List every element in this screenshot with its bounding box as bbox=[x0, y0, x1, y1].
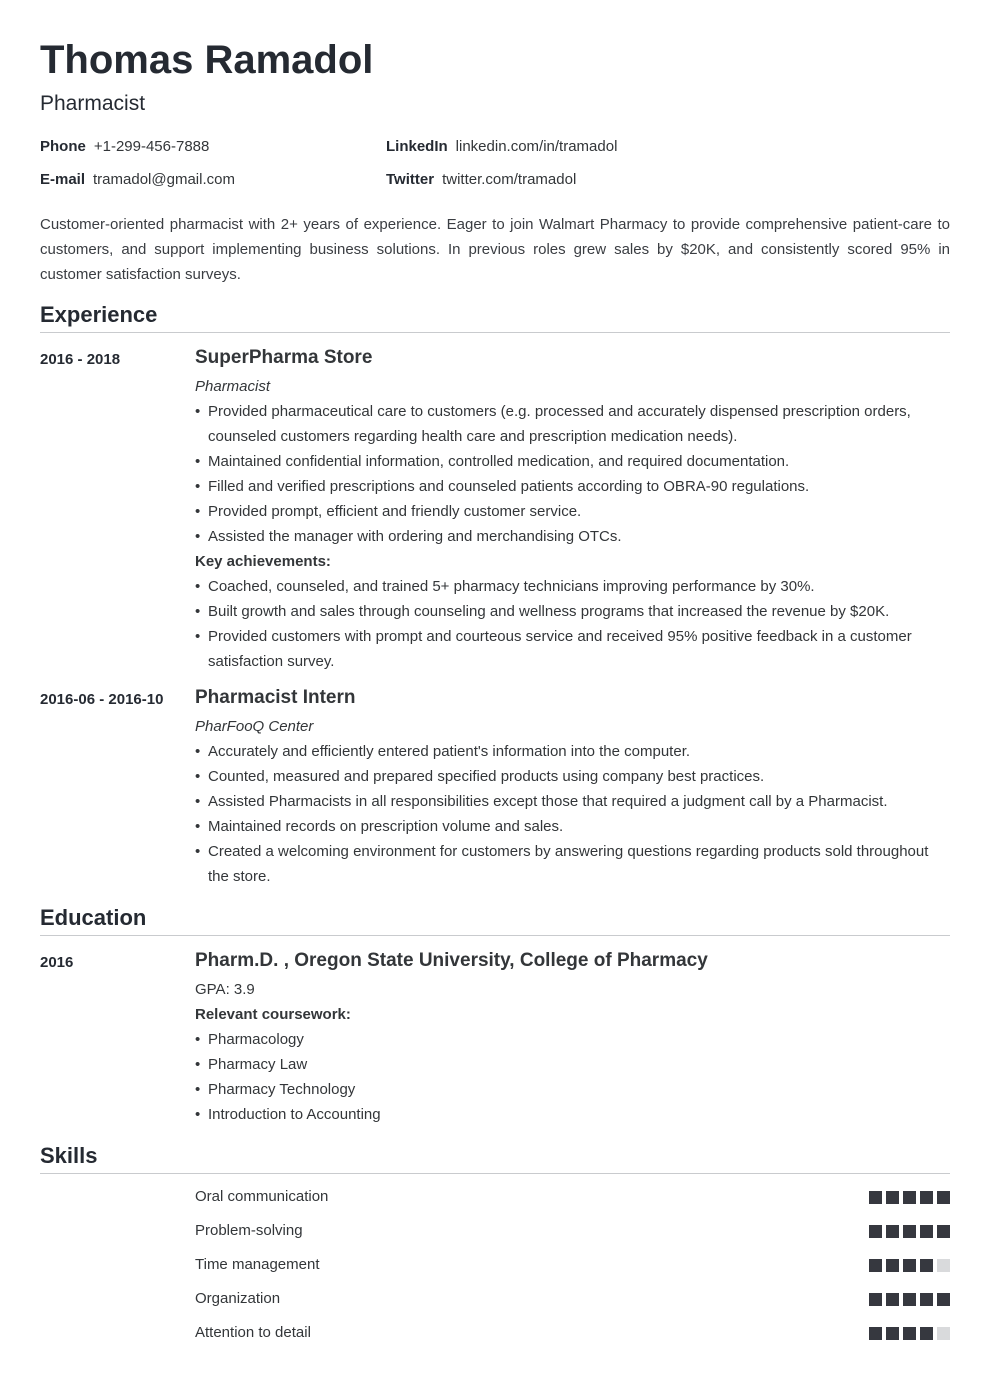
skill-dot-filled bbox=[869, 1259, 882, 1272]
contact-label: E-mail bbox=[40, 171, 86, 188]
list-item: • Introduction to Accounting bbox=[195, 1102, 950, 1127]
entry-company: SuperPharma Store bbox=[195, 347, 373, 368]
skill-dot-filled bbox=[903, 1327, 916, 1340]
contact-value: +1-299-456-7888 bbox=[93, 138, 210, 155]
skill-name: Attention to detail bbox=[195, 1324, 311, 1341]
section-title-education: Education bbox=[40, 904, 950, 936]
contact-email bbox=[40, 171, 235, 189]
duties-list bbox=[195, 739, 950, 889]
skill-dot-filled bbox=[869, 1293, 882, 1306]
skill-dot-filled bbox=[886, 1327, 899, 1340]
list-item: • Pharmacy Law bbox=[195, 1052, 950, 1077]
entry-gpa: GPA: 3.9 bbox=[195, 981, 255, 998]
entry-body bbox=[195, 685, 950, 889]
entry-company: Pharmacist Intern bbox=[195, 687, 356, 708]
contact-twitter bbox=[386, 171, 576, 189]
list-item: • Filled and verified prescriptions and counseled patients according to OBRA-90 regulations. bbox=[195, 474, 950, 499]
list-item: • Maintained records on prescription volume and sales. bbox=[195, 814, 950, 839]
list-item: • Assisted Pharmacists in all responsibilities except those that required a judgment call by a Pharmacist. bbox=[195, 789, 950, 814]
contact-value: linkedin.com/in/tramadol bbox=[455, 138, 618, 155]
skill-dot-filled bbox=[920, 1293, 933, 1306]
skill-dot-filled bbox=[937, 1225, 950, 1238]
summary-paragraph: Customer-oriented pharmacist with 2+ years of experience. Eager to join Walmart Pharmacy to provide comprehensive patient-care to customers, and support implementing business solutions. In previous roles grew sales by $20K, and consistently scored 95% in customer satisfaction surveys. bbox=[40, 216, 950, 283]
skill-row bbox=[195, 1221, 950, 1241]
list-item: • Provided prompt, efficient and friendly customer service. bbox=[195, 499, 950, 524]
skill-dot-filled bbox=[937, 1293, 950, 1306]
skill-row bbox=[195, 1187, 950, 1207]
skill-dot-filled bbox=[903, 1191, 916, 1204]
skill-name: Problem-solving bbox=[195, 1222, 303, 1239]
entry-date: 2016-06 - 2016-10 bbox=[40, 691, 164, 708]
skill-dot-filled bbox=[886, 1191, 899, 1204]
skill-dot-filled bbox=[903, 1225, 916, 1238]
achievements-list bbox=[195, 574, 950, 674]
list-item: • Created a welcoming environment for customers by answering questions regarding products sold throughout the store. bbox=[195, 839, 950, 889]
skill-level-meter bbox=[865, 1259, 950, 1272]
coursework-label: Relevant coursework: bbox=[195, 1006, 351, 1023]
skill-dot-filled bbox=[920, 1327, 933, 1340]
entry-role: PharFooQ Center bbox=[195, 718, 314, 735]
skill-dot-filled bbox=[937, 1191, 950, 1204]
skill-name: Organization bbox=[195, 1290, 281, 1307]
entry-role: Pharmacist bbox=[195, 378, 271, 395]
list-item: • Provided pharmaceutical care to customers (e.g. processed and accurately dispensed prescription orders, counseled customers regarding health care and prescription medication needs). bbox=[195, 399, 950, 449]
entry-date: 2016 - 2018 bbox=[40, 351, 121, 368]
skill-dot-empty bbox=[937, 1327, 950, 1340]
candidate-headline: Pharmacist bbox=[40, 92, 146, 115]
contact-label: LinkedIn bbox=[386, 138, 448, 155]
skill-row bbox=[195, 1289, 950, 1309]
skill-dot-filled bbox=[886, 1225, 899, 1238]
skill-dot-filled bbox=[903, 1293, 916, 1306]
list-item: • Provided customers with prompt and courteous service and received 95% positive feedback in a customer satisfaction survey. bbox=[195, 624, 950, 674]
achievements-label: Key achievements: bbox=[195, 553, 331, 570]
list-item: • Coached, counseled, and trained 5+ pharmacy technicians improving performance by 30%. bbox=[195, 574, 950, 599]
skill-dot-filled bbox=[903, 1259, 916, 1272]
duties-list bbox=[195, 399, 950, 549]
skill-dot-filled bbox=[869, 1225, 882, 1238]
skill-dot-empty bbox=[937, 1259, 950, 1272]
list-item: • Pharmacy Technology bbox=[195, 1077, 950, 1102]
list-item: • Assisted the manager with ordering and merchandising OTCs. bbox=[195, 524, 950, 549]
skill-name: Time management bbox=[195, 1256, 320, 1273]
skill-dot-filled bbox=[869, 1327, 882, 1340]
skill-name: Oral communication bbox=[195, 1188, 329, 1205]
skill-level-meter bbox=[865, 1225, 950, 1238]
candidate-name: Thomas Ramadol bbox=[40, 38, 374, 82]
entry-body bbox=[195, 345, 950, 674]
skill-dot-filled bbox=[920, 1225, 933, 1238]
contact-value: tramadol@gmail.com bbox=[93, 171, 235, 188]
skill-dot-filled bbox=[869, 1191, 882, 1204]
contact-linkedin bbox=[386, 138, 617, 156]
skill-level-meter bbox=[865, 1327, 950, 1340]
coursework-list bbox=[195, 1027, 950, 1127]
skill-dot-filled bbox=[920, 1191, 933, 1204]
contact-label: Twitter bbox=[386, 171, 435, 188]
entry-body bbox=[195, 948, 950, 1127]
contact-value: twitter.com/tramadol bbox=[442, 171, 577, 188]
entry-degree: Pharm.D. , Oregon State University, College of Pharmacy bbox=[195, 950, 708, 971]
section-title-experience: Experience bbox=[40, 301, 950, 333]
skill-dot-filled bbox=[886, 1259, 899, 1272]
skill-row bbox=[195, 1255, 950, 1275]
list-item: • Pharmacology bbox=[195, 1027, 950, 1052]
list-item: • Built growth and sales through counseling and wellness programs that increased the revenue by $20K. bbox=[195, 599, 950, 624]
skill-level-meter bbox=[865, 1293, 950, 1306]
skill-row bbox=[195, 1323, 950, 1343]
list-item: • Maintained confidential information, controlled medication, and required documentation. bbox=[195, 449, 950, 474]
list-item: • Accurately and efficiently entered patient's information into the computer. bbox=[195, 739, 950, 764]
entry-date: 2016 bbox=[40, 954, 74, 971]
skill-dot-filled bbox=[920, 1259, 933, 1272]
contact-phone bbox=[40, 138, 209, 156]
contact-label: Phone bbox=[40, 138, 86, 155]
skill-dot-filled bbox=[886, 1293, 899, 1306]
section-title-skills: Skills bbox=[40, 1142, 950, 1174]
skill-level-meter bbox=[865, 1191, 950, 1204]
list-item: • Counted, measured and prepared specified products using company best practices. bbox=[195, 764, 950, 789]
